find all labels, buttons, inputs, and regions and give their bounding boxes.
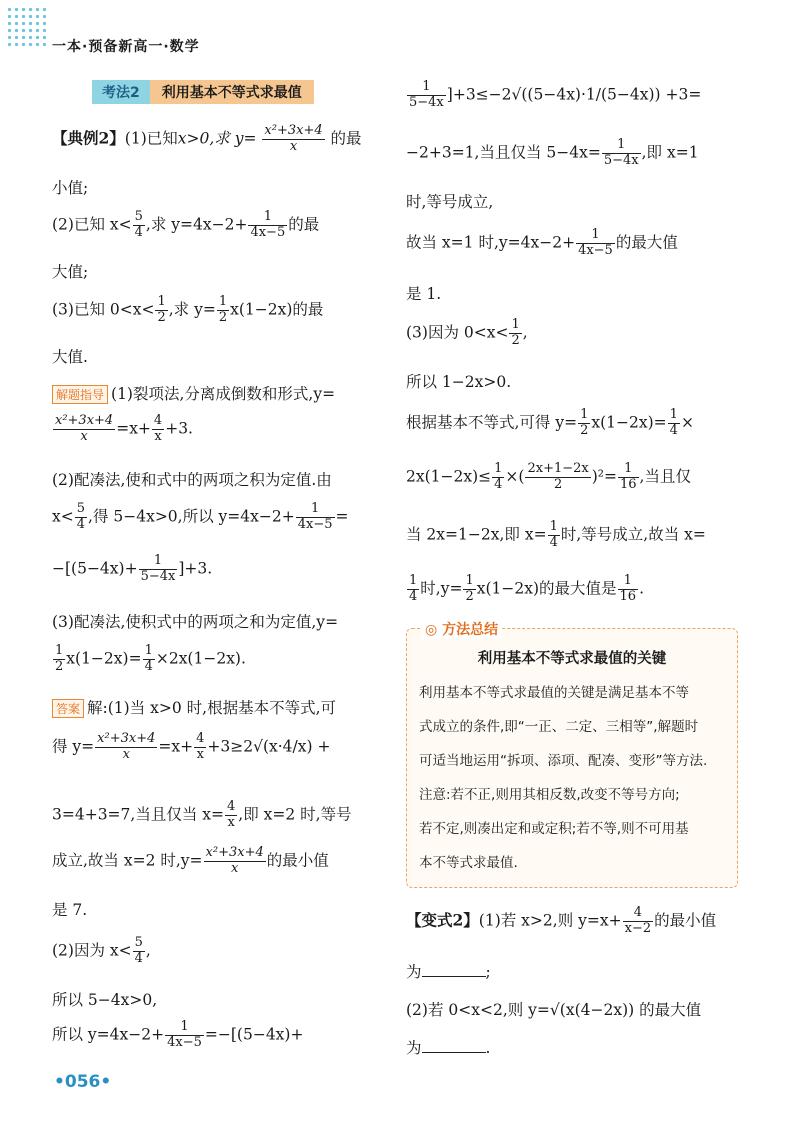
summary-head: ◎ 方法总结: [421, 619, 502, 639]
guide-line-1: 解题指导 (1)裂项法,分离成倒数和形式,y=: [52, 382, 335, 404]
banner-title: 利用基本不等式求最值: [150, 80, 314, 104]
banner-tag: 考法2: [92, 80, 150, 104]
answer-blank-2[interactable]: [422, 1038, 486, 1053]
section-banner: [92, 80, 314, 104]
right-line-1: $\frac{1}{5-4x}$ ]+3≤−2√((5−4x)·1/(5−4x)) +3=: [409, 79, 702, 110]
answer-line-1: 答案 解:(1)当 x>0 时,根据基本不等式,可: [52, 696, 336, 718]
answer-line-6: (2)因为 x< $\frac{5}{4}$ ,: [52, 935, 151, 966]
guide-badge: 解题指导: [52, 385, 108, 404]
guide-line-7: $\frac{1}{2}$ x(1−2x)= $\frac{1}{4}$ ×2x(1−2x).: [55, 643, 246, 674]
variant-line-2: 为 ;: [406, 963, 491, 981]
answer-line-3: 3=4+3=7,当且仅当 x= $\frac{4}{x}$ ,即 x=2 时,等号: [52, 799, 352, 830]
right-line-10: 当 2x=1−2x,即 x= $\frac{1}{4}$ 时,等号成立,故当 x=: [406, 519, 706, 550]
answer-line-8: 所以 y=4x−2+ $\frac{1}{4x-5}$ =−[(5−4x)+: [52, 1019, 304, 1050]
summary-line-6: 本不等式求最值.: [419, 855, 518, 871]
answer-line-5: 是 7.: [52, 901, 88, 919]
right-line-7: 所以 1−2x>0.: [406, 373, 512, 391]
lightbulb-icon: ◎: [425, 622, 438, 638]
summary-line-4: 注意:若不正,则用其相反数,改变不等号方向;: [419, 787, 680, 803]
example-line-4: 大值;: [52, 263, 89, 281]
right-line-4: 故当 x=1 时,y=4x−2+ $\frac{1}{4x-5}$ 的最大值: [406, 227, 678, 258]
right-line-3: 时,等号成立,: [406, 193, 494, 211]
answer-line-2: 得 y= $\frac{\text{x²+3x+4}}{x}$ =x+ $\frac{4}{x}$ +3≥2√(x·4/x) +: [52, 731, 331, 762]
answer-badge: 答案: [52, 699, 84, 718]
variant-line-3: (2)若 0<x<2,则 y=√(x(4−2x)) 的最大值: [406, 1001, 702, 1019]
guide-line-3: (2)配凑法,使和式中的两项之积为定值.由: [52, 471, 332, 489]
example-line-6: 大值.: [52, 348, 88, 366]
answer-line-7: 所以 5−4x>0,: [52, 991, 158, 1009]
decorative-dots: [6, 6, 46, 50]
summary-line-2: 式成立的条件,即“一正、二定、三相等”,解题时: [419, 719, 699, 735]
summary-line-3: 可适当地运用“拆项、添项、配凑、变形”等方法.: [419, 753, 708, 769]
example-line-1: 【典例2】(1)已知x>0,求 y= $\frac{\text{x²+3x+4}}{x}$ 的最: [52, 123, 362, 154]
guide-line-4: x< $\frac{5}{4}$ ,得 5−4x>0,所以 y=4x−2+ $\frac{1}{4x-5}$ =: [52, 501, 349, 532]
guide-line-6: (3)配凑法,使积式中的两项之和为定值,y=: [52, 613, 339, 631]
right-line-11: $\frac{1}{4}$ 时,y= $\frac{1}{2}$ x(1−2x)的最大值是 $\frac{1}{16}$ .: [409, 573, 645, 604]
example-line-3: (2)已知 x< $\frac{5}{4}$ ,求 y=4x−2+ $\frac{1}{4x-5}$ 的最: [52, 209, 320, 240]
page-number: •056•: [54, 1072, 112, 1092]
summary-title: 利用基本不等式求最值的关键: [477, 651, 667, 667]
right-line-5: 是 1.: [406, 285, 442, 303]
right-line-2: −2+3=1,当且仅当 5−4x= $\frac{1}{5-4x}$ ,即 x=1: [406, 137, 699, 168]
example-line-5: (3)已知 0<x< $\frac{1}{2}$ ,求 y= $\frac{1}{2}$ x(1−2x)的最: [52, 294, 324, 325]
right-line-6: (3)因为 0<x< $\frac{1}{2}$ ,: [406, 317, 528, 348]
variant-line-4: 为 .: [406, 1039, 491, 1057]
summary-line-1: 利用基本不等式求最值的关键是满足基本不等: [419, 685, 689, 701]
right-line-9: 2x(1−2x)≤ $\frac{1}{4}$ ×( $\frac{2x+1-2x}{2}$ )²= $\frac{1}{16}$ ,当且仅: [406, 461, 691, 492]
answer-blank-1[interactable]: [422, 962, 486, 977]
example-line-2: 小值;: [52, 179, 89, 197]
page-header: 一本·预备新高一·数学: [52, 39, 200, 55]
variant-line-1: 【变式2】(1)若 x>2,则 y=x+ $\frac{4}{x-2}$ 的最小值: [406, 905, 717, 936]
guide-line-5: −[(5−4x)+ $\frac{1}{5-4x}$ ]+3.: [52, 553, 213, 584]
method-summary-box: [406, 622, 738, 888]
answer-line-4: 成立,故当 x=2 时,y= $\frac{\text{x²+3x+4}}{x}$ 的最小值: [52, 845, 329, 876]
summary-line-5: 若不定,则凑出定和或定积;若不等,则不可用基: [419, 821, 689, 837]
right-line-8: 根据基本不等式,可得 y= $\frac{1}{2}$ x(1−2x)= $\frac{1}{4}$ ×: [406, 407, 694, 438]
guide-line-2: $\frac{\text{x²+3x+4}}{x}$ =x+ $\frac{4}{x}$ +3.: [55, 413, 193, 444]
